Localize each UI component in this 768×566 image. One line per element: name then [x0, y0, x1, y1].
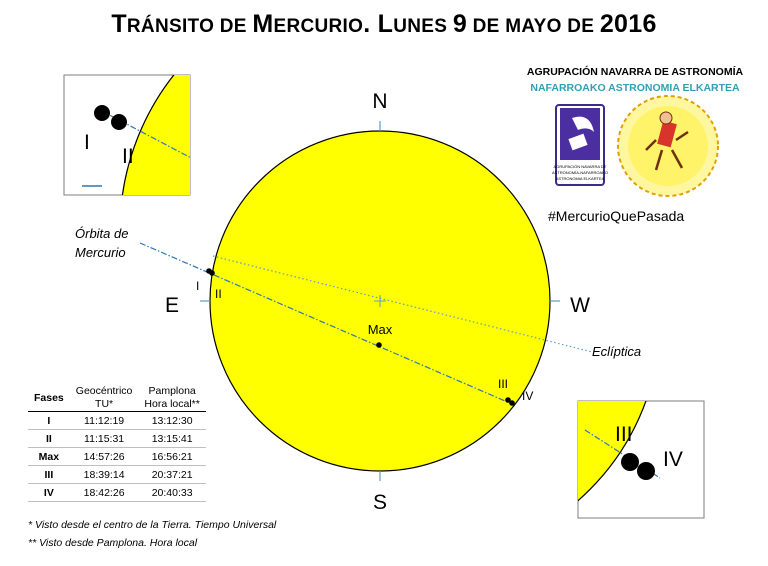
south-label: S [372, 491, 388, 514]
organization-name-es: AGRUPACIÓN NAVARRA DE ASTRONOMÍA [526, 66, 744, 78]
header-phase: Fases [28, 385, 70, 412]
west-label: W [570, 294, 590, 317]
geocentric-cell: 14:57:26 [70, 448, 139, 466]
ecliptic-label: Eclíptica [592, 344, 642, 359]
logo-text-2: ASTRONOMÍA-NAFARROAKO [551, 170, 609, 175]
page-title: TRÁNSITO DE MERCURIO. LUNES 9 DE MAYO DE 2016 [111, 10, 657, 38]
contact-I-label: I [196, 279, 200, 293]
table-row [28, 448, 206, 466]
geocentric-cell: 18:39:14 [70, 466, 139, 484]
inset2-mercury-III [621, 453, 639, 471]
logo-text-3: ASTRONOMIA ELKARTEA [555, 176, 605, 181]
local-cell: 20:37:21 [138, 466, 205, 484]
mercury-contact-II-dot [209, 270, 215, 276]
local-cell: 13:15:41 [138, 430, 205, 448]
cartoon-sun-logo [618, 96, 718, 196]
footnote-2: ** Visto desde Pamplona. Hora local [28, 537, 198, 549]
inset2-label-III: III [615, 423, 633, 446]
orbit-label-line2: Mercurio [75, 245, 126, 260]
table-row [28, 430, 206, 448]
logo-text-1: AGRUPACIÓN NAVARRA DE [553, 164, 607, 169]
mercury-contact-IV-dot [509, 400, 515, 406]
phase-cell: III [28, 466, 70, 484]
organization-name-eu: NAFARROAKO ASTRONOMIA ELKARTEA [530, 82, 740, 94]
inset2-label-IV: IV [663, 448, 683, 471]
header-local: Pamplona Hora local** [138, 385, 205, 412]
local-cell: 20:40:33 [138, 484, 205, 502]
inset1-mercury-II [111, 114, 127, 130]
table-row [28, 484, 206, 502]
hashtag: #MercurioQuePasada [548, 208, 685, 224]
phase-cell: II [28, 430, 70, 448]
inset1-label-II: II [122, 145, 134, 168]
phases-table [28, 385, 206, 502]
orbit-label-line1: Órbita de [75, 226, 129, 241]
inset1-mercury-I [94, 105, 110, 121]
phase-cell: Max [28, 448, 70, 466]
inset1-label-I: I [84, 131, 90, 154]
east-label: E [164, 294, 180, 317]
association-logo [552, 105, 608, 185]
contact-III-label: III [498, 377, 509, 391]
max-label: Max [367, 322, 393, 337]
table-row [28, 412, 206, 430]
local-cell: 16:56:21 [138, 448, 205, 466]
geocentric-cell: 11:15:31 [70, 430, 139, 448]
local-cell: 13:12:30 [138, 412, 205, 430]
header-geocentric: Geocéntrico TU* [70, 385, 139, 412]
footnote-1: * Visto desde el centro de la Tierra. Tiempo Universal [28, 519, 277, 531]
geocentric-cell: 18:42:26 [70, 484, 139, 502]
mercury-max-dot [376, 342, 382, 348]
contact-II-label: II [215, 287, 222, 301]
geocentric-cell: 11:12:19 [70, 412, 139, 430]
table-row [28, 466, 206, 484]
phase-cell: IV [28, 484, 70, 502]
contact-IV-label: IV [522, 389, 534, 403]
north-label: N [372, 90, 388, 113]
phase-cell: I [28, 412, 70, 430]
inset2-mercury-IV [637, 462, 655, 480]
